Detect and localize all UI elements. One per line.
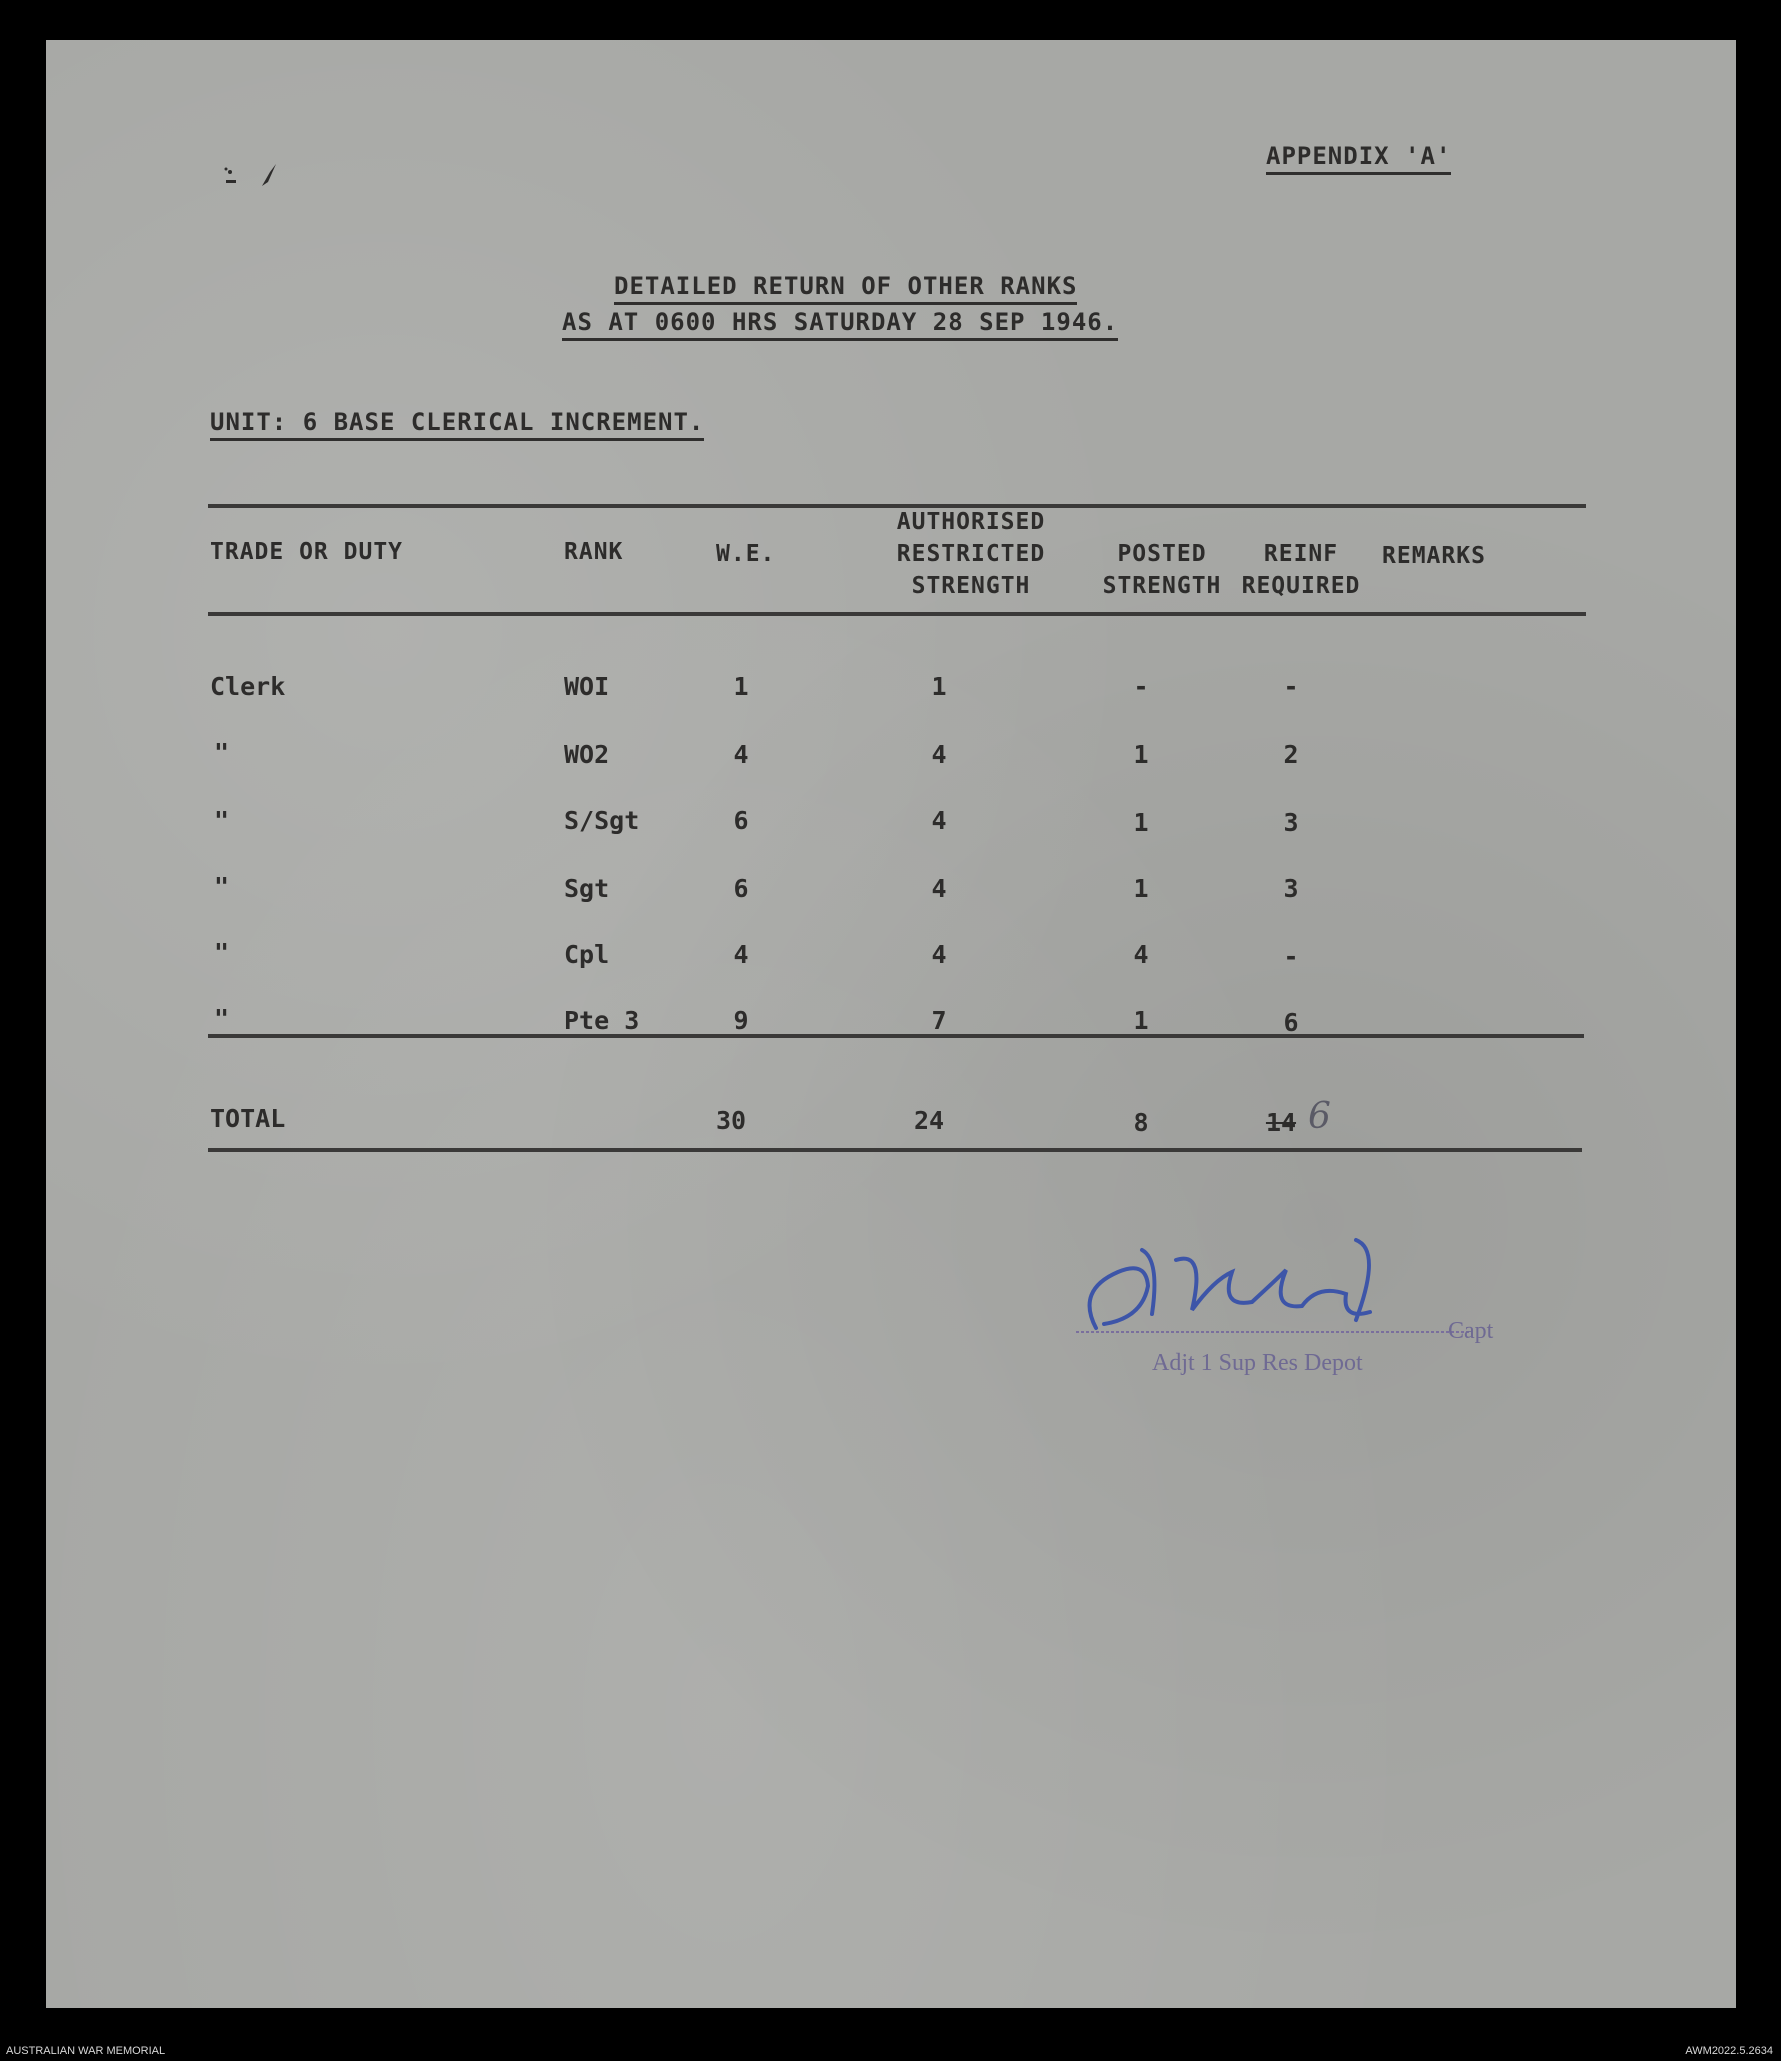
row-3-we: 6 xyxy=(733,806,749,835)
row-6-we: 9 xyxy=(733,1006,749,1035)
row-4-auth: 4 xyxy=(931,874,947,903)
table-header-rule xyxy=(208,612,1586,616)
document-title-line-1-text: DETAILED RETURN OF OTHER RANKS xyxy=(614,272,1077,305)
row-5-rank: Cpl xyxy=(564,940,610,969)
total-reinf: 14 xyxy=(1265,1108,1297,1137)
total-reinf-handwritten-correction: 6 xyxy=(1308,1096,1331,1137)
header-authorised-line-1: AUTHORISED xyxy=(896,509,1046,535)
table-total-rule xyxy=(208,1034,1584,1038)
row-6-trade: " xyxy=(214,1004,230,1033)
footer-left: AUSTRALIAN WAR MEMORIAL xyxy=(6,2045,166,2057)
footer-right: AWM2022.5.2634 xyxy=(1685,2045,1773,2057)
total-auth: 24 xyxy=(913,1106,945,1135)
row-3-auth: 4 xyxy=(931,806,947,835)
row-1-trade: Clerk xyxy=(210,672,286,701)
paper-marks xyxy=(156,120,296,210)
row-6-reinf: 6 xyxy=(1283,1008,1299,1037)
row-4-posted: 1 xyxy=(1133,874,1149,903)
document-title-line-1 xyxy=(614,272,1077,300)
header-remarks: REMARKS xyxy=(1382,543,1486,569)
row-3-reinf: 3 xyxy=(1283,808,1299,837)
unit-label-text: UNIT: 6 BASE CLERICAL INCREMENT. xyxy=(210,408,704,441)
row-3-trade: " xyxy=(214,806,230,835)
row-6-posted: 1 xyxy=(1133,1006,1149,1035)
header-authorised xyxy=(856,506,1086,602)
row-6-rank: Pte 3 xyxy=(564,1006,640,1035)
row-5-posted: 4 xyxy=(1133,940,1149,969)
row-1-auth: 1 xyxy=(931,672,947,701)
row-4-we: 6 xyxy=(733,874,749,903)
row-2-auth: 4 xyxy=(931,740,947,769)
row-3-posted: 1 xyxy=(1133,808,1149,837)
table-bottom-rule xyxy=(208,1148,1582,1152)
row-2-reinf: 2 xyxy=(1283,740,1299,769)
document-page xyxy=(46,40,1736,2008)
row-4-reinf: 3 xyxy=(1283,874,1299,903)
row-2-trade: " xyxy=(214,738,230,767)
header-authorised-line-2: RESTRICTED xyxy=(896,541,1046,567)
row-1-we: 1 xyxy=(733,672,749,701)
header-posted-line-2: STRENGTH xyxy=(1102,573,1222,599)
document-title-line-2 xyxy=(562,308,1118,336)
total-posted: 8 xyxy=(1133,1108,1149,1137)
total-label: TOTAL xyxy=(210,1104,286,1133)
row-1-rank: WOI xyxy=(564,672,610,701)
row-2-we: 4 xyxy=(733,740,749,769)
header-we: W.E. xyxy=(716,541,776,567)
row-1-posted: - xyxy=(1133,672,1149,701)
row-3-rank: S/Sgt xyxy=(564,806,640,835)
row-1-reinf: - xyxy=(1283,672,1299,701)
signature-rank: Capt xyxy=(1448,1318,1494,1344)
header-reinf-line-1: REINF xyxy=(1263,541,1339,567)
total-we: 30 xyxy=(715,1106,747,1135)
row-5-trade: " xyxy=(214,938,230,967)
row-5-we: 4 xyxy=(733,940,749,969)
row-2-rank: WO2 xyxy=(564,740,610,769)
row-2-posted: 1 xyxy=(1133,740,1149,769)
header-trade: TRADE OR DUTY xyxy=(210,539,404,565)
signature-scribble xyxy=(1056,1220,1476,1340)
header-posted xyxy=(1082,538,1242,602)
row-5-reinf: - xyxy=(1283,942,1299,971)
row-4-trade: " xyxy=(214,872,230,901)
row-6-auth: 7 xyxy=(931,1006,947,1035)
appendix-label: APPENDIX 'A' xyxy=(1266,142,1451,175)
header-reinf-line-2: REQUIRED xyxy=(1241,573,1361,599)
document-title-line-2-text: AS AT 0600 HRS SATURDAY 28 SEP 1946. xyxy=(562,308,1118,341)
header-authorised-line-3: STRENGTH xyxy=(911,573,1031,599)
unit-label xyxy=(210,408,704,436)
signature-appointment: Adjt 1 Sup Res Depot xyxy=(1152,1350,1363,1376)
header-posted-line-1: POSTED xyxy=(1117,541,1207,567)
row-5-auth: 4 xyxy=(931,940,947,969)
header-rank: RANK xyxy=(564,539,624,565)
header-reinf xyxy=(1226,538,1376,602)
row-4-rank: Sgt xyxy=(564,874,610,903)
